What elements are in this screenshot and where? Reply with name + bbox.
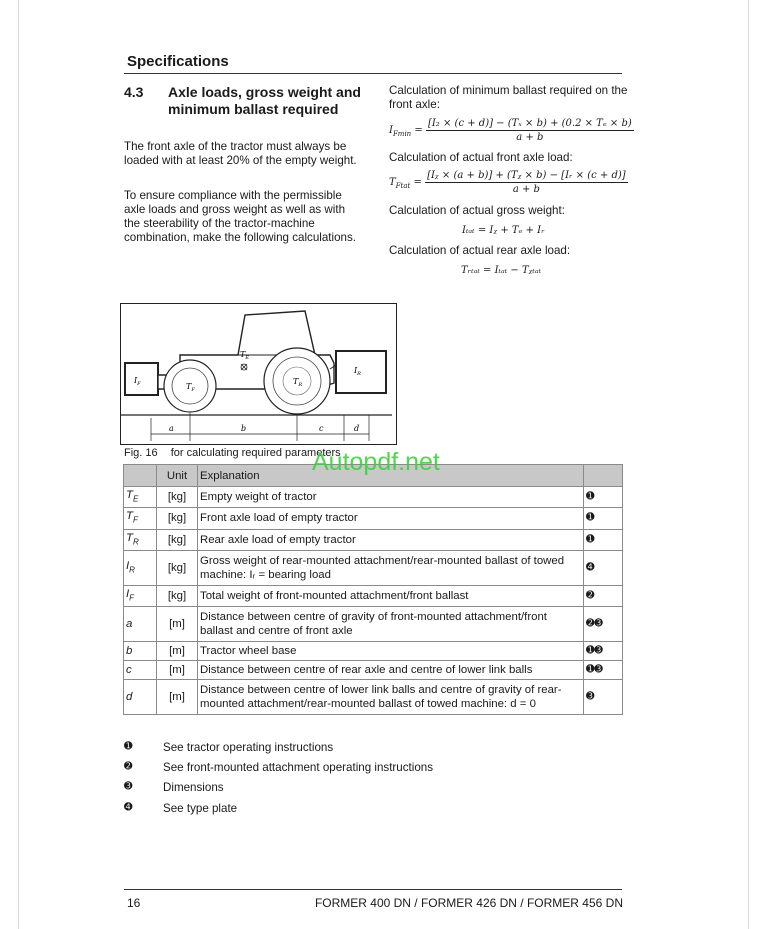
- min-ballast-lhs: I: [389, 125, 393, 136]
- param-symbol: d: [124, 680, 157, 715]
- figure-caption: [124, 447, 341, 459]
- footer-model: FORMER 400 DN / FORMER 426 DN / FORMER 456 DN: [314, 896, 623, 910]
- param-explanation: Total weight of front-mounted attachment/front ballast: [198, 585, 584, 606]
- min-ballast-denominator: a + b: [516, 132, 544, 143]
- dimension-lines: [151, 413, 369, 441]
- table-header-symbol: [124, 465, 157, 487]
- param-explanation: Empty weight of tractor: [198, 487, 584, 508]
- table-row: [124, 508, 623, 529]
- table-row: [124, 661, 623, 680]
- rear-axle-label: Calculation of actual rear axle load:: [389, 244, 571, 257]
- legend-text: See type plate: [163, 802, 238, 815]
- legend-bullet-icon: ➋: [124, 761, 133, 772]
- table-row: [124, 585, 623, 606]
- param-unit: [m]: [157, 607, 198, 642]
- param-explanation: Gross weight of rear-mounted attachment/rear-mounted ballast of towed machine: Iᵣ = bearing load: [198, 550, 584, 585]
- param-reference-icon: ➊: [584, 508, 623, 529]
- label-te: $T_E$: [240, 350, 249, 361]
- front-axle-numerator: [Iᵪ × (a + b)] + (Tᵪ × b) − [Iᵣ × (c + d)]: [427, 170, 626, 181]
- dim-c: c: [319, 424, 324, 433]
- dim-b: b: [241, 424, 247, 433]
- param-reference-icon: ➋: [584, 585, 623, 606]
- heading-number: 4.3: [124, 84, 144, 100]
- param-reference-icon: ➊➌: [584, 642, 623, 661]
- front-axle-formula: $T_{Ftat}$ = $\frac{\text{[Iᵪ × (a + b)] + (Tᵪ × b) − [Iᵣ × (c + d)]}}{a + b}$: [389, 170, 626, 195]
- param-unit: [m]: [157, 642, 198, 661]
- param-symbol: a: [124, 607, 157, 642]
- table-header-unit: Unit: [157, 465, 198, 487]
- legend-bullet-icon: ➌: [124, 781, 133, 792]
- label-tf: $T_F$: [186, 382, 195, 393]
- param-explanation: Front axle load of empty tractor: [198, 508, 584, 529]
- param-reference-icon: ➊➌: [584, 661, 623, 680]
- param-symbol: c: [124, 661, 157, 680]
- param-symbol: $I_R$: [124, 550, 157, 585]
- gross-weight-label: Calculation of actual gross weight:: [389, 204, 565, 217]
- param-symbol: $T_R$: [124, 529, 157, 550]
- front-axle-lhs: T: [389, 177, 396, 188]
- header-rule: [124, 73, 622, 74]
- param-explanation: Distance between centre of rear axle and centre of lower link balls: [198, 661, 584, 680]
- front-axle-fraction: [425, 170, 628, 195]
- intro-paragraph-2: To ensure compliance with the permissible axle loads and gross weight as well as with the steerability of the tractor-machine combination, make the following calculations.: [124, 189, 356, 244]
- param-unit: [kg]: [157, 550, 198, 585]
- table-row: [124, 529, 623, 550]
- label-tr: $T_R$: [293, 377, 303, 388]
- param-reference-icon: ➍: [584, 550, 623, 585]
- dim-d: d: [354, 424, 360, 433]
- legend-text: Dimensions: [163, 781, 224, 794]
- param-explanation: Distance between centre of lower link balls and centre of gravity of rear-mounted attachment/rear-mounted ballast of towed machine: d = 0: [198, 680, 584, 715]
- legend-text: See tractor operating instructions: [163, 741, 334, 754]
- parameters-table: [123, 464, 623, 715]
- figure-number: Fig. 16: [124, 447, 158, 459]
- param-symbol: $T_E$: [124, 487, 157, 508]
- min-ballast-fraction: [426, 118, 634, 143]
- legend-bullet-icon: ➍: [124, 802, 133, 813]
- heading-title: Axle loads, gross weight and minimum ballast required: [168, 84, 361, 117]
- param-symbol: $I_F$: [124, 585, 157, 606]
- min-ballast-label: Calculation of minimum ballast required on the front axle:: [389, 84, 628, 111]
- table-header-explanation: Explanation: [198, 465, 584, 487]
- param-symbol: b: [124, 642, 157, 661]
- front-axle-lhs-sub: Ftat: [395, 182, 411, 190]
- front-axle-label: Calculation of actual front axle load:: [389, 151, 573, 164]
- param-explanation: Rear axle load of empty tractor: [198, 529, 584, 550]
- min-ballast-numerator: [I₂ × (c + d)] − (Tₓ × b) + (0.2 × Tₑ × b): [427, 118, 632, 129]
- min-ballast-lhs-sub: Fmin: [392, 130, 412, 138]
- table-row: [124, 550, 623, 585]
- param-unit: [kg]: [157, 487, 198, 508]
- param-unit: [m]: [157, 661, 198, 680]
- section-title: Specifications: [127, 53, 229, 70]
- param-unit: [kg]: [157, 508, 198, 529]
- table-row: [124, 487, 623, 508]
- param-reference-icon: ➋➌: [584, 607, 623, 642]
- table-row: [124, 642, 623, 661]
- gross-weight-formula: Iₜₐₜ = Iᵪ + Tₑ + Iᵣ: [462, 225, 545, 236]
- footer-rule: [124, 889, 622, 890]
- param-unit: [kg]: [157, 585, 198, 606]
- label-ir: $I_R$: [354, 366, 361, 377]
- label-if: $I_F$: [134, 376, 141, 387]
- param-unit: [kg]: [157, 529, 198, 550]
- min-ballast-formula: $I_{Fmin}$ = $\frac{\text{[I₂ × (c + d)] − (Tₓ × b) + (0.2 × Tₑ × b)}}{a + b}$: [389, 118, 632, 143]
- table-header-ref: [584, 465, 623, 487]
- legend-text: See front-mounted attachment operating instructions: [163, 761, 434, 774]
- intro-paragraph-1: The front axle of the tractor must always be loaded with at least 20% of the empty weight.: [124, 140, 357, 167]
- param-symbol: $T_F$: [124, 508, 157, 529]
- legend-bullet-icon: ➊: [124, 741, 133, 752]
- table-row: [124, 607, 623, 642]
- figure-caption-text: for calculating required parameters: [170, 447, 341, 459]
- table-row: [124, 680, 623, 715]
- param-unit: [m]: [157, 680, 198, 715]
- param-explanation: Tractor wheel base: [198, 642, 584, 661]
- rear-ballast-shape: [336, 351, 386, 393]
- watermark: Autopdf.net: [312, 448, 440, 476]
- page-number: 16: [127, 896, 141, 910]
- rear-axle-formula: Tᵣₜₐₜ = Iₜₐₜ − Tᵪₜₐₜ: [461, 265, 542, 276]
- front-axle-denominator: a + b: [512, 184, 540, 195]
- param-reference-icon: ➌: [584, 680, 623, 715]
- tractor-diagram: [120, 303, 398, 445]
- front-ballast-shape: [125, 363, 158, 395]
- param-reference-icon: ➊: [584, 487, 623, 508]
- param-explanation: Distance between centre of gravity of front-mounted attachment/front ballast and centre of front axle: [198, 607, 584, 642]
- dim-a: a: [169, 424, 174, 433]
- param-reference-icon: ➊: [584, 529, 623, 550]
